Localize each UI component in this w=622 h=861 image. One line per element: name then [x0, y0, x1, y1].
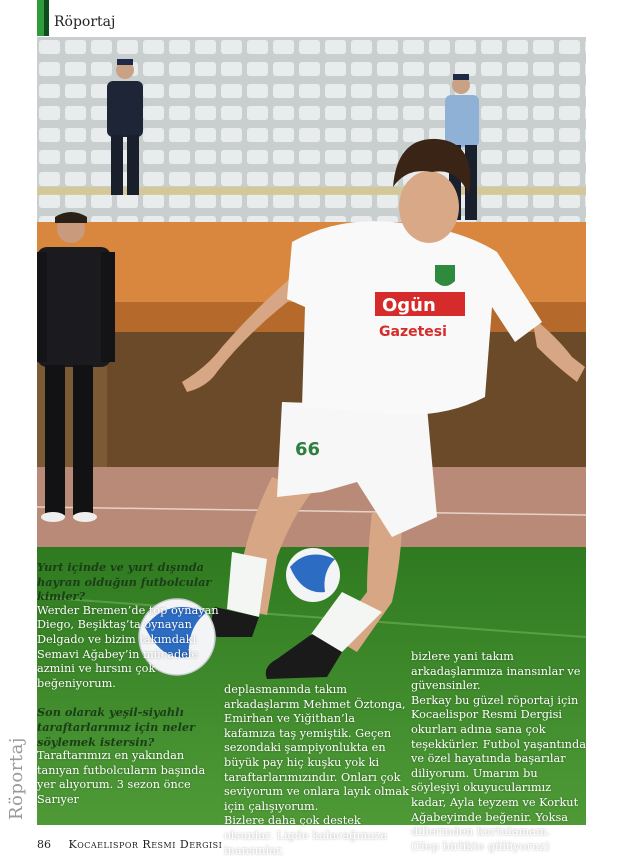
answer-2-start: Taraftarımızı en yakından tanıyan futbolcuların başında yer alıyorum. 3 sezon önce Sarıyer [37, 749, 206, 806]
answer-2-continued: deplasmanında takım arkadaşlarım Mehmet Öztonga, Emirhan ve Yiğithan’la kafamıza taş yemiştik. Geçen sezondaki şampiyonlukta en büyük pay hiç kuşku yok ki taraftarlarımızındır. Onları çok seviyorum ve onlara layık olmak için çalışıyorum. [224, 683, 409, 813]
article-column-1 [37, 560, 227, 808]
article-column-2 [224, 683, 409, 858]
jersey-number: 66 [295, 439, 321, 460]
section-title: Röportaj [54, 14, 116, 30]
question-2: Son olarak yeşil-siyahlı taraftarlarımız için neler söylemek istersin? [37, 705, 196, 749]
soccer-ball-back [286, 548, 340, 602]
sponsor-subtitle: Gazetesi [379, 324, 447, 340]
header-accent-bar-dark [44, 0, 49, 36]
interviewer-closing: Berkay bu güzel röportaj için Kocaelispor Resmi Dergisi okurları adına sana çok teşekkürler. Futbol yaşantında ve özel hayatında başarılar diliyorum. Umarım bu söyleşiyi okuyucularımız kadar, Ayla teyzem ve Korkut Ağabeyimde beğenir. Yoksa dillerinden kurtulamam. [411, 693, 586, 839]
answer-1: Werder Bremen’de top oynayan Diego, Beşiktaş’ta oynayan Delgado ve bizim takımdaki Semavi Ağabey’in mücadele azmini ve hırsını çok beğeniyorum. [37, 603, 219, 690]
magazine-name: Kocaelispor Resmi Dergisi [68, 838, 223, 851]
article-column-3 [411, 650, 587, 854]
answer-2-end: bizlere yani takım arkadaşlarımıza inansınlar ve güvensinler. [411, 650, 581, 693]
page-footer [37, 838, 222, 851]
question-1: Yurt içinde ve yurt dışında hayran olduğun futbolcular kimler? [37, 560, 212, 604]
closing-note: (Hep birlikte gülüyoruz) [411, 839, 550, 853]
answer-2-closing: Bizlere daha çok destek olsunlar. Ligde kalacağımıza inansınlar, [224, 814, 388, 857]
page-number: 86 [37, 838, 51, 851]
sponsor-name: Ogün [382, 295, 436, 316]
header-accent-bar [37, 0, 44, 36]
side-section-label: Röportaj [6, 737, 27, 820]
club-crest-icon [435, 265, 455, 286]
